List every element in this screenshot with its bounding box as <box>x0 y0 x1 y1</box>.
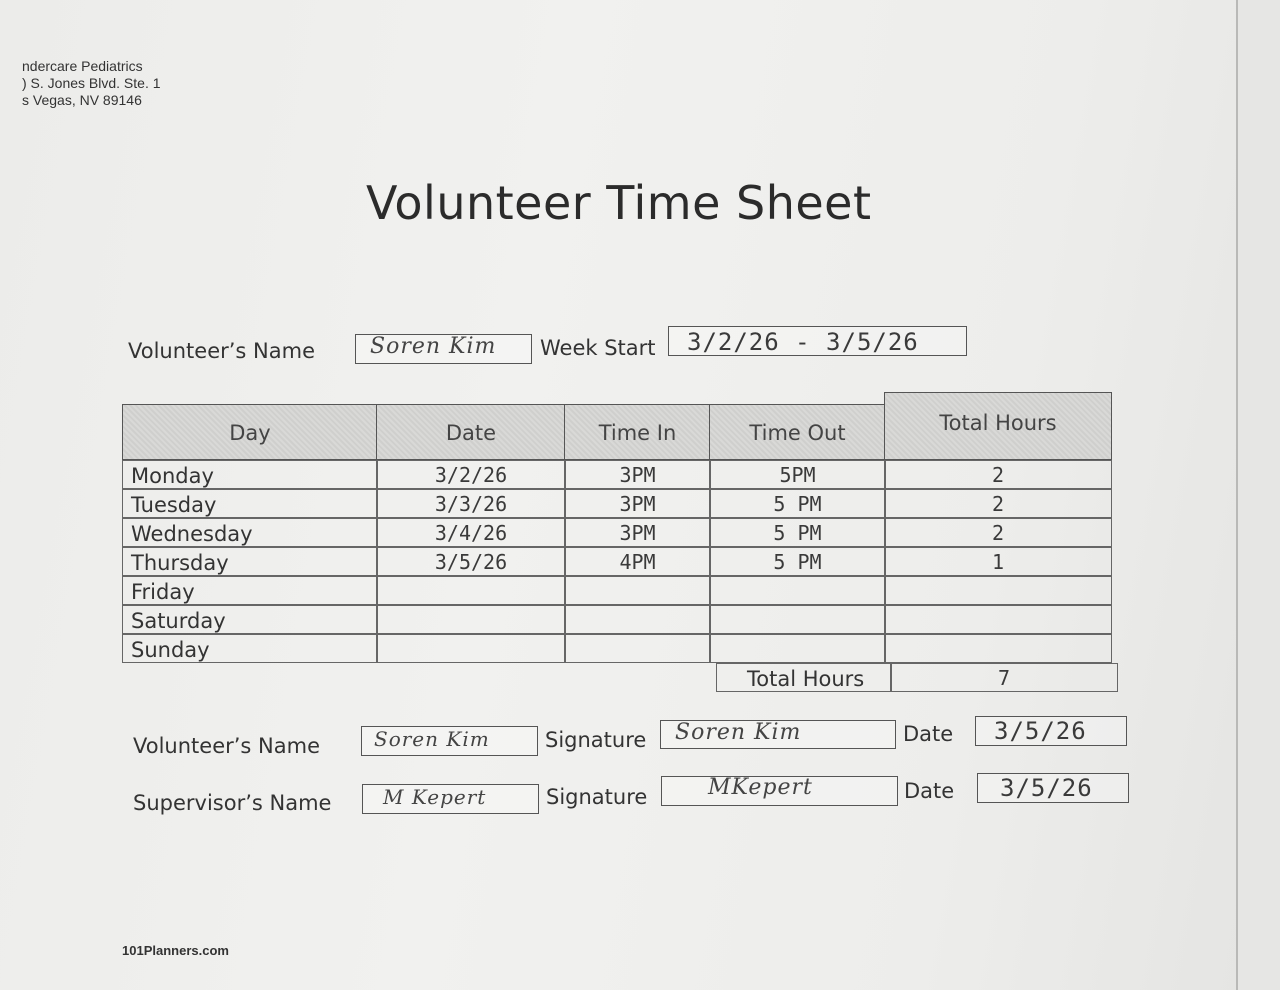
address-line: ) S. Jones Blvd. Ste. 1 <box>22 75 161 91</box>
page-title: Volunteer Time Sheet <box>366 176 872 230</box>
hours-cell[interactable] <box>884 634 1112 663</box>
hours-cell[interactable]: 1 <box>884 547 1112 576</box>
time-in-cell[interactable] <box>564 605 711 634</box>
week-start-field[interactable] <box>668 326 967 356</box>
table-row <box>122 547 1112 576</box>
day-cell: Tuesday <box>122 489 378 518</box>
header-day: Day <box>122 404 378 460</box>
supervisor-date-field[interactable] <box>977 773 1129 803</box>
bottom-volunteer-label: Volunteer’s Name <box>133 734 320 758</box>
volunteer-date-value: 3/5/26 <box>994 717 1087 745</box>
supervisor-signature-label: Signature <box>546 785 648 809</box>
day-cell: Wednesday <box>122 518 378 547</box>
total-hours-label: Total Hours <box>716 663 892 692</box>
total-hours-value[interactable]: 7 <box>890 663 1118 692</box>
address-line: ndercare Pediatrics <box>22 58 143 74</box>
address-line: s Vegas, NV 89146 <box>22 92 142 108</box>
volunteer-date-label: Date <box>903 722 954 746</box>
volunteer-signature-field[interactable] <box>660 720 896 749</box>
total-row <box>122 663 1112 692</box>
week-start-value: 3/2/26 - 3/5/26 <box>687 328 919 356</box>
paper-edge <box>1236 0 1238 990</box>
time-in-cell[interactable]: 4PM <box>564 547 711 576</box>
time-in-cell[interactable]: 3PM <box>564 518 711 547</box>
header-total-hours: Total Hours <box>884 392 1112 460</box>
table-row <box>122 576 1112 605</box>
header-date: Date <box>376 404 566 460</box>
supervisor-signature-field[interactable] <box>661 776 898 806</box>
table-row <box>122 460 1112 489</box>
day-cell: Sunday <box>122 634 378 663</box>
time-in-cell[interactable] <box>564 634 711 663</box>
paper-shadow <box>1238 0 1280 990</box>
supervisor-signature-value: MKepert <box>708 775 813 800</box>
volunteer-name-field[interactable] <box>355 334 532 364</box>
table-row <box>122 605 1112 634</box>
volunteer-signature-label: Signature <box>545 728 647 752</box>
volunteer-name-value: Soren Kim <box>370 334 497 359</box>
volunteer-name-label: Volunteer’s Name <box>128 339 315 363</box>
day-cell: Friday <box>122 576 378 605</box>
date-cell[interactable] <box>376 634 566 663</box>
bottom-volunteer-value: Soren Kim <box>374 727 490 751</box>
hours-cell[interactable] <box>884 605 1112 634</box>
hours-cell[interactable]: 2 <box>884 489 1112 518</box>
time-out-cell[interactable]: 5 PM <box>709 518 886 547</box>
header-time-out: Time Out <box>709 404 886 460</box>
day-cell: Thursday <box>122 547 378 576</box>
supervisor-name-label: Supervisor’s Name <box>133 791 332 815</box>
time-out-cell[interactable]: 5 PM <box>709 547 886 576</box>
date-cell[interactable] <box>376 605 566 634</box>
table-row <box>122 634 1112 663</box>
day-cell: Saturday <box>122 605 378 634</box>
address-block <box>22 58 161 109</box>
date-cell[interactable]: 3/4/26 <box>376 518 566 547</box>
table-row <box>122 489 1112 518</box>
week-start-label: Week Start <box>540 336 656 360</box>
date-cell[interactable]: 3/5/26 <box>376 547 566 576</box>
bottom-volunteer-field[interactable] <box>361 726 538 756</box>
date-cell[interactable]: 3/3/26 <box>376 489 566 518</box>
time-out-cell[interactable] <box>709 576 886 605</box>
supervisor-name-field[interactable] <box>362 784 539 814</box>
volunteer-date-field[interactable] <box>975 716 1127 746</box>
time-in-cell[interactable]: 3PM <box>564 460 711 489</box>
time-in-cell[interactable] <box>564 576 711 605</box>
time-out-cell[interactable]: 5 PM <box>709 489 886 518</box>
hours-cell[interactable]: 2 <box>884 460 1112 489</box>
footer-brand: 101Planners.com <box>122 943 229 958</box>
date-cell[interactable] <box>376 576 566 605</box>
supervisor-date-value: 3/5/26 <box>1000 774 1093 802</box>
day-cell: Monday <box>122 460 378 489</box>
date-cell[interactable]: 3/2/26 <box>376 460 566 489</box>
supervisor-name-value: M Kepert <box>383 785 487 809</box>
time-out-cell[interactable] <box>709 634 886 663</box>
supervisor-date-label: Date <box>904 779 955 803</box>
volunteer-signature-value: Soren Kim <box>675 720 802 745</box>
time-in-cell[interactable]: 3PM <box>564 489 711 518</box>
time-out-cell[interactable] <box>709 605 886 634</box>
hours-cell[interactable] <box>884 576 1112 605</box>
time-out-cell[interactable]: 5PM <box>709 460 886 489</box>
header-time-in: Time In <box>564 404 711 460</box>
hours-cell[interactable]: 2 <box>884 518 1112 547</box>
table-row <box>122 518 1112 547</box>
